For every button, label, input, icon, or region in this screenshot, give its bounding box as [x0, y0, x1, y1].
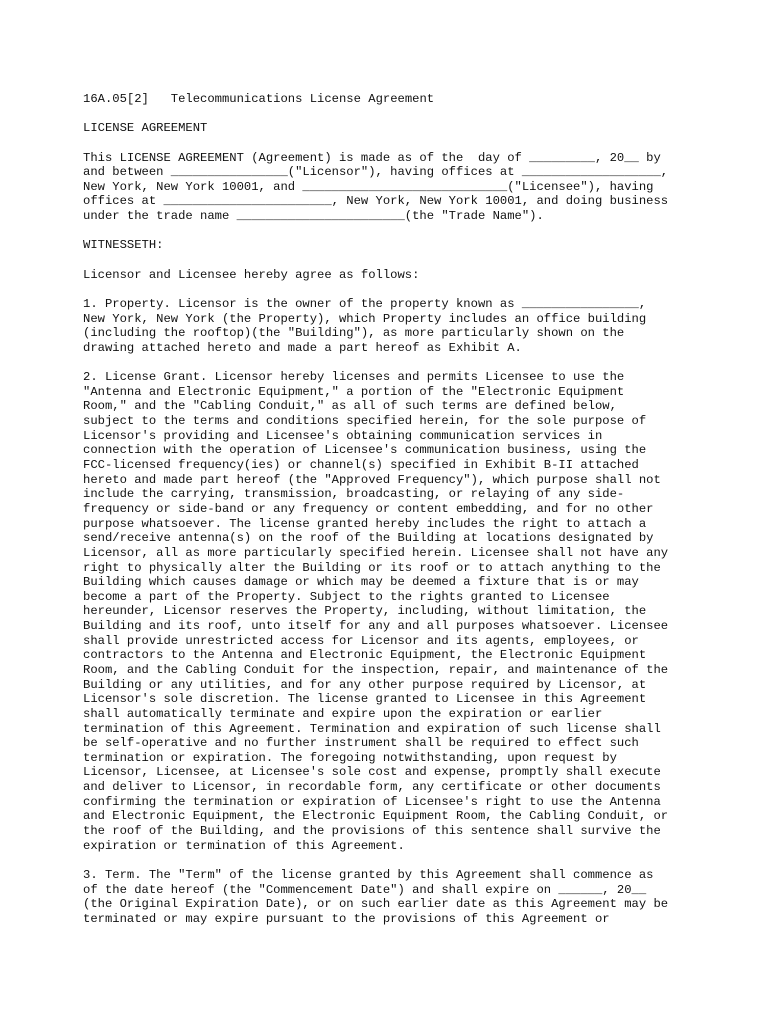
section-2-line: contractors to the Antenna and Electronic Equipment, the Electronic Equipment	[83, 648, 647, 663]
section-1-property	[83, 297, 693, 356]
section-2-line: "Antenna and Electronic Equipment," a portion of the "Electronic Equipment	[83, 384, 625, 399]
section-title: Telecommunications License Agreement	[170, 92, 435, 106]
section-2-line: the roof of the Building, and the provisions of this sentence shall survive the	[83, 824, 661, 839]
section-2-line: hereto and made part hereof (the "Approved Frequency"), which purpose shall not	[83, 472, 661, 487]
section-2-line: Licensor's providing and Licensee's obtaining communication services in	[83, 428, 603, 443]
section-2-line: send/receive antenna(s) on the roof of the Building at locations designated by	[83, 531, 654, 546]
section-2-line: 2. License Grant. Licensor hereby licenses and permits Licensee to use the	[83, 370, 625, 385]
section-2-line: Licensor's sole discretion. The license granted to Licensee in this Agreement	[83, 692, 647, 707]
document-page	[83, 92, 693, 927]
section-2-line: and Electronic Equipment, the Electronic Equipment Room, the Cabling Conduit, or	[83, 809, 669, 824]
section-3-line: (the Original Expiration Date), or on such earlier date as this Agreement may be	[83, 897, 669, 912]
section-2-line: become a part of the Property. Subject to the rights granted to Licensee	[83, 589, 610, 604]
section-2-line: shall provide unrestricted access for Licensor and its agents, employees, or	[83, 633, 639, 648]
preamble-line: and between ________________("Licensor"), having offices at ___________________,	[83, 165, 669, 180]
section-2-line: expiration or termination of this Agreement.	[83, 838, 405, 853]
preamble-line: under the trade name _______________________(the "Trade Name").	[83, 209, 544, 224]
section-2-line: Licensor, all as more particularly specified herein. Licensee shall not have any	[83, 545, 669, 560]
section-2-line: subject to the terms and conditions specified herein, for the sole purpose of	[83, 414, 647, 429]
section-2-line: connection with the operation of Licensee's communication business, using the	[83, 443, 647, 458]
section-2-line: Building or any utilities, and for any other purpose required by Licensor, at	[83, 677, 647, 692]
section-2-line: Licensor, Licensee, at Licensee's sole cost and expense, promptly shall execute	[83, 765, 661, 780]
section-2-line: Building which causes damage or which may be deemed a fixture that is or may	[83, 575, 639, 590]
section-2-line: confirming the termination or expiration of Licensee's right to use the Antenna	[83, 794, 661, 809]
preamble-line: This LICENSE AGREEMENT (Agreement) is made as of the day of _________, 20__ by	[83, 150, 661, 165]
preamble-line: offices at _______________________, New York, New York 10001, and doing business	[83, 194, 669, 209]
section-2-line: hereunder, Licensor reserves the Property, including, without limitation, the	[83, 604, 647, 619]
preamble-line: New York, New York 10001, and ____________________________("Licensee"), having	[83, 179, 654, 194]
section-2-line: Room, and the Cabling Conduit for the inspection, repair, and maintenance of the	[83, 662, 669, 677]
section-2-line: be self-operative and no further instrument shall be required to effect such	[83, 736, 639, 751]
section-2-license-grant	[83, 370, 693, 853]
preamble-paragraph	[83, 151, 693, 224]
section-2-line: Room," and the "Cabling Conduit," as all of such terms are defined below,	[83, 399, 617, 414]
section-3-line: of the date hereof (the "Commencement Date") and shall expire on ______, 20__	[83, 882, 647, 897]
section-1-line: 1. Property. Licensor is the owner of the property known as ________________,	[83, 296, 647, 311]
section-2-line: frequency or side-band or any frequency or content embedding, and for no other	[83, 501, 654, 516]
witnesseth-heading: WITNESSETH:	[83, 238, 164, 253]
section-2-line: shall automatically terminate and expire upon the expiration or earlier	[83, 706, 603, 721]
section-2-line: FCC-licensed frequency(ies) or channel(s) specified in Exhibit B-II attached	[83, 458, 639, 473]
section-3-term	[83, 868, 693, 927]
section-2-line: termination of this Agreement. Termination and expiration of such license shall	[83, 721, 661, 736]
section-header	[83, 92, 693, 107]
section-2-line: and deliver to Licensor, in recordable form, any certificate or other documents	[83, 780, 661, 795]
section-3-line: 3. Term. The "Term" of the license granted by this Agreement shall commence as	[83, 867, 654, 882]
section-2-line: right to physically alter the Building or its roof or to attach anything to the	[83, 560, 661, 575]
section-2-line: Building and its roof, unto itself for any and all purposes whatsoever. Licensee	[83, 619, 669, 634]
section-3-line: terminated or may expire pursuant to the provisions of this Agreement or	[83, 911, 610, 926]
document-title: LICENSE AGREEMENT	[83, 121, 208, 136]
section-2-line: termination or expiration. The foregoing notwithstanding, upon request by	[83, 750, 617, 765]
section-1-line: New York, New York (the Property), which Property includes an office building	[83, 311, 647, 326]
agree-statement: Licensor and Licensee hereby agree as follows:	[83, 267, 420, 282]
section-1-line: (including the rooftop)(the "Building"), as more particularly shown on the	[83, 326, 625, 341]
section-number: 16A.05[2]	[83, 92, 149, 106]
section-1-line: drawing attached hereto and made a part hereof as Exhibit A.	[83, 340, 522, 355]
section-2-line: include the carrying, transmission, broadcasting, or relaying of any side-	[83, 487, 625, 502]
section-2-line: purpose whatsoever. The license granted hereby includes the right to attach a	[83, 516, 647, 531]
